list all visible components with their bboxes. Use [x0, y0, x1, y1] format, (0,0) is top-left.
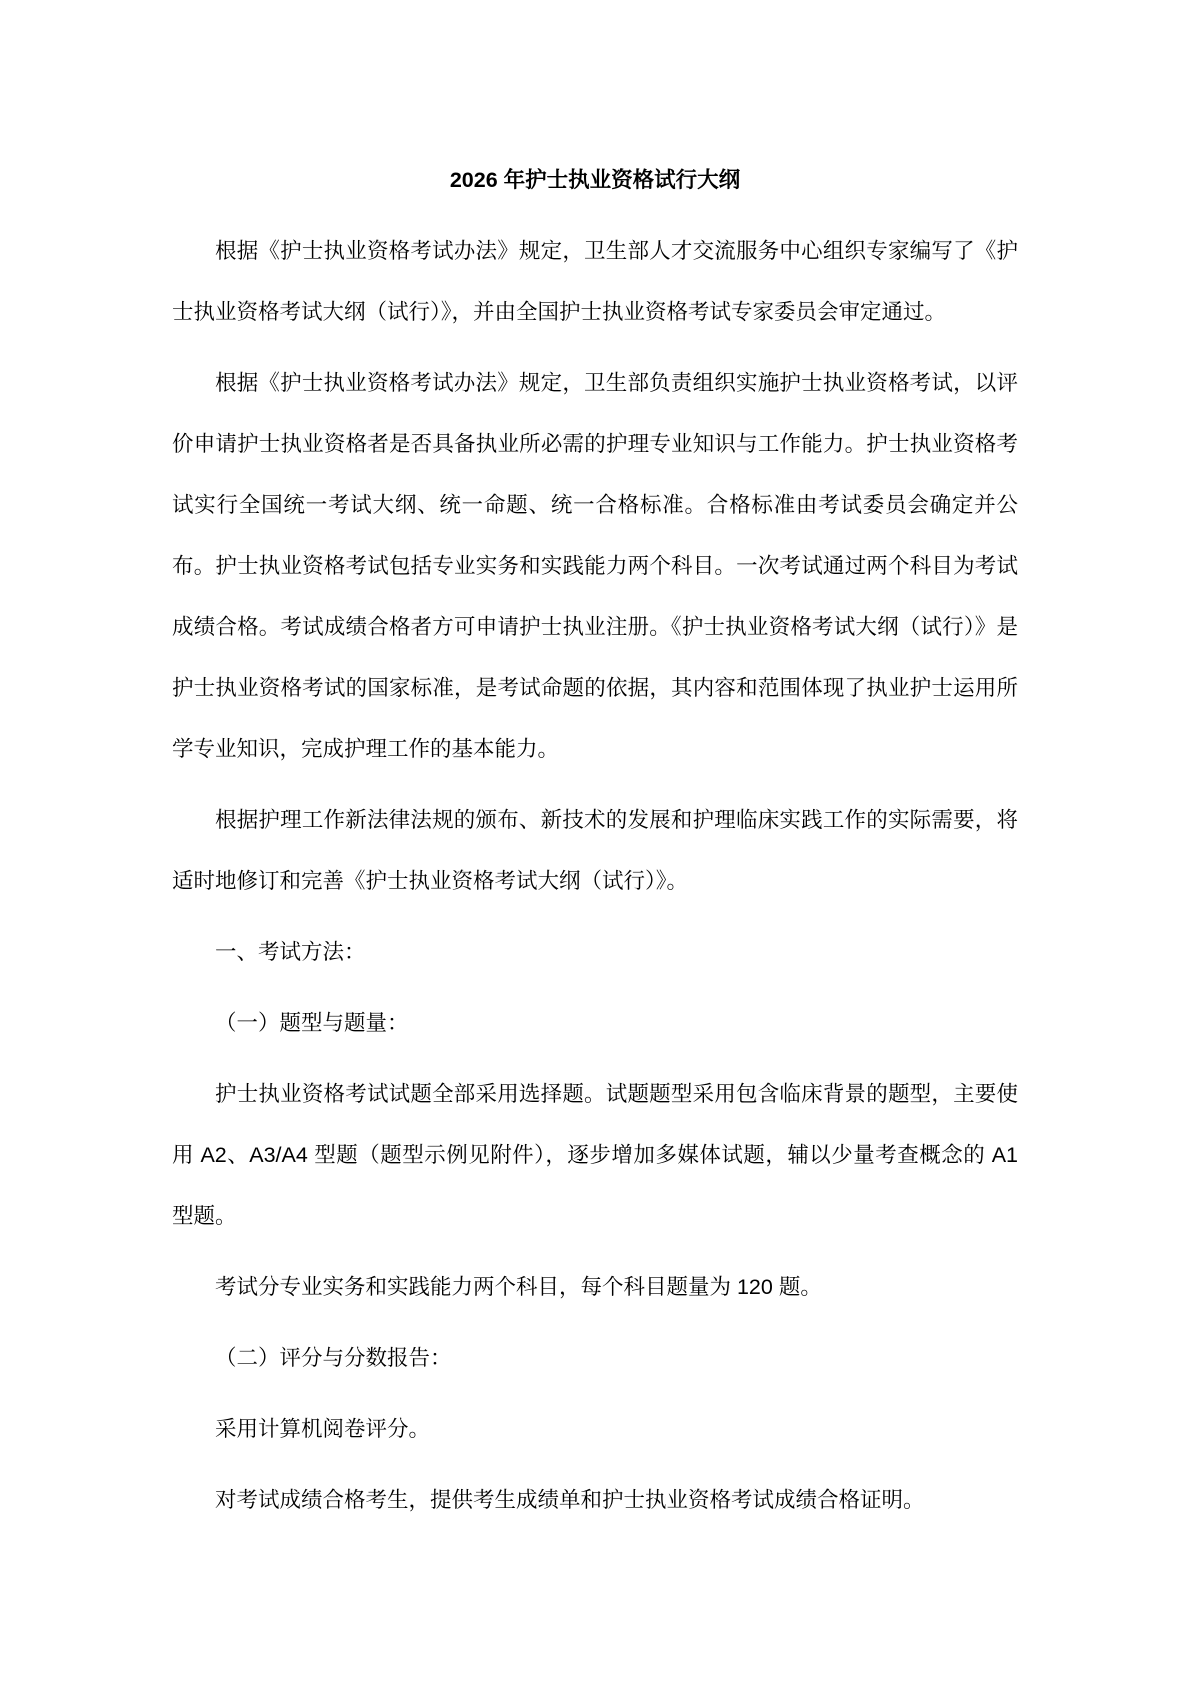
paragraph: 对考试成绩合格考生，提供考生成绩单和护士执业资格考试成绩合格证明。	[215, 1488, 925, 1512]
section-heading: 一、考试方法：	[215, 940, 366, 964]
document-title: 2026 年护士执业资格试行大纲	[449, 168, 741, 192]
paragraph: 根据护理工作新法律法规的颁布、新技术的发展和护理临床实践工作的实际需要，将适时地修订和完善《护士执业资格考试大纲（试行）》。	[172, 808, 1018, 893]
paragraph: 根据《护士执业资格考试办法》规定，卫生部负责组织实施护士执业资格考试，以评价申请护士执业资格者是否具备执业所必需的护理专业知识与工作能力。护士执业资格考试实行全国统一考试大纲、统一命题、统一合格标准。合格标准由考试委员会确定并公布。护士执业资格考试包括专业实务和实践能力两个科目。一次考试通过两个科目为考试成绩合格。考试成绩合格者方可申请护士执业注册。《护士执业资格考试大纲（试行）》是护士执业资格考试的国家标准，是考试命题的依据，其内容和范围体现了执业护士运用所学专业知识，完成护理工作的基本能力。	[172, 371, 1018, 761]
subsection-heading: （一）题型与题量：	[215, 1011, 409, 1035]
paragraph: 采用计算机阅卷评分。	[215, 1417, 431, 1441]
subsection-heading: （二）评分与分数报告：	[215, 1346, 452, 1370]
paragraph: 根据《护士执业资格考试办法》规定，卫生部人才交流服务中心组织专家编写了《护士执业资格考试大纲（试行）》，并由全国护士执业资格考试专家委员会审定通过。	[172, 239, 1018, 324]
paragraph: 考试分专业实务和实践能力两个科目，每个科目题量为 120 题。	[215, 1275, 822, 1299]
paragraph: 护士执业资格考试试题全部采用选择题。试题题型采用包含临床背景的题型，主要使用 A2、A3/A4 型题（题型示例见附件），逐步增加多媒体试题，辅以少量考查概念的 A1 型题。	[172, 1082, 1018, 1228]
